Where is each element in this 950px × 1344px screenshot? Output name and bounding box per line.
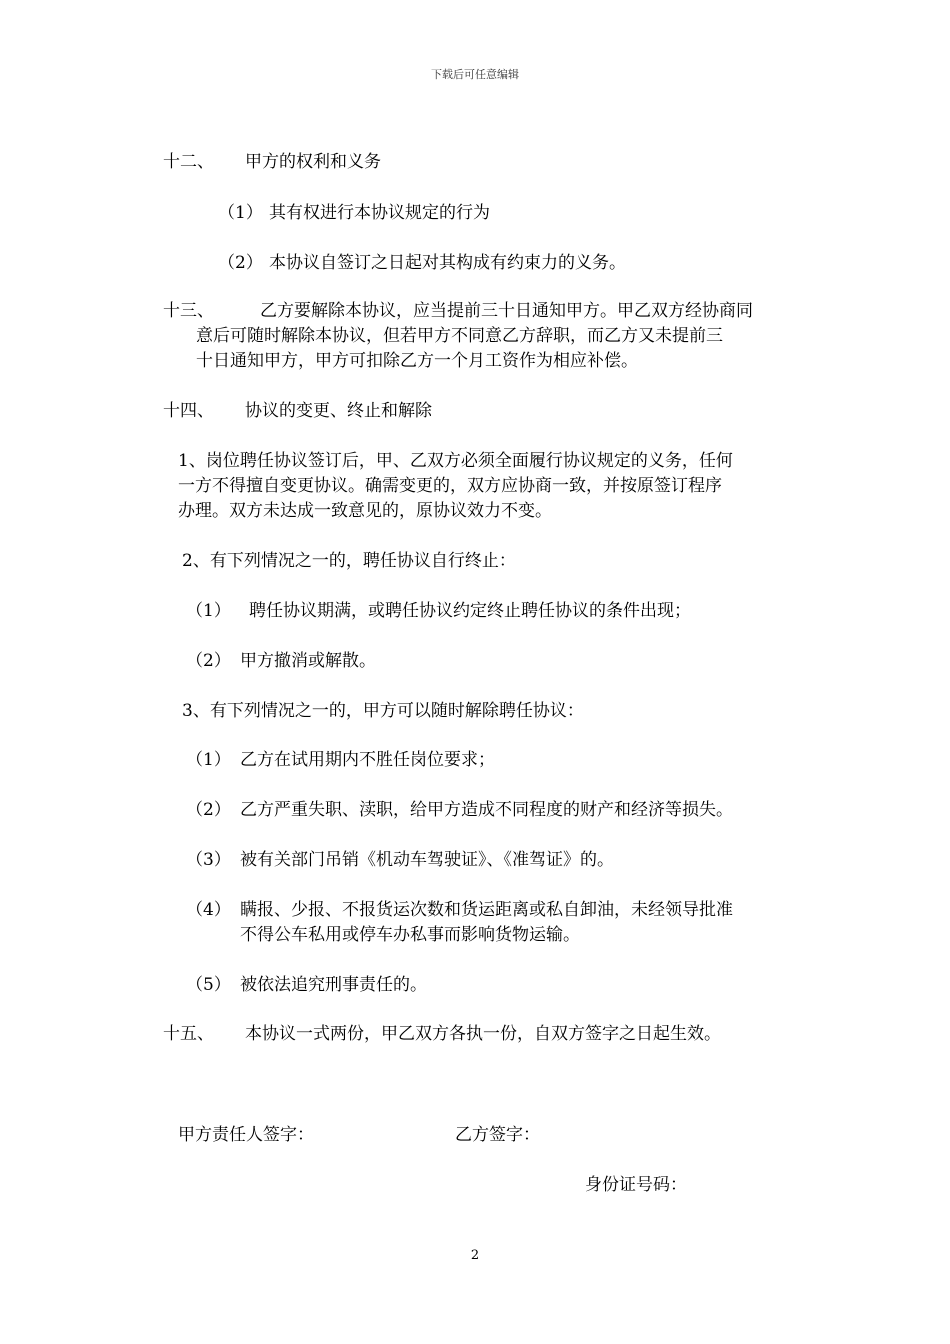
party-b-signature-label: 乙方签字： — [455, 1125, 540, 1145]
item-text: 聘任协议期满，或聘任协议约定终止聘任协议的条件出现； — [249, 601, 691, 621]
item-number: （2） — [186, 651, 231, 671]
item-text: 乙方严重失职、渎职，给甲方造成不同程度的财产和经济等损失。 — [240, 800, 733, 820]
section-number: 十五、 — [163, 1024, 214, 1044]
item-text: 瞒报、少报、不报货运次数和货运距离或私自卸油，未经领导批准 — [240, 900, 733, 920]
item-number: （1） — [186, 750, 231, 770]
item-number: （4） — [186, 900, 231, 920]
item-number: （3） — [186, 850, 231, 870]
item-text: 被依法追究刑事责任的。 — [240, 975, 427, 995]
item-text: 其有权进行本协议规定的行为 — [269, 203, 490, 223]
section-number: 十二、 — [163, 152, 214, 172]
item-text: 本协议自签订之日起对其构成有约束力的义务。 — [269, 253, 626, 273]
paragraph-line: 1、岗位聘任协议签订后，甲、乙双方必须全面履行协议规定的义务，任何 — [178, 451, 733, 471]
item-number: （2） — [186, 800, 231, 820]
item-text: 被有关部门吊销《机动车驾驶证》、《准驾证》的。 — [240, 850, 614, 870]
item-number: （1） — [186, 601, 231, 621]
item-text: 不得公车私用或停车办私事而影响货物运输。 — [240, 925, 580, 945]
item-number: （1） — [218, 203, 263, 223]
paragraph-line: 办理。双方未达成一致意见的，原协议效力不变。 — [178, 501, 552, 521]
item-text: 乙方在试用期内不胜任岗位要求； — [240, 750, 495, 770]
clause-title: 3、有下列情况之一的，甲方可以随时解除聘任协议： — [182, 701, 584, 721]
section-number: 十三、 — [163, 301, 214, 321]
paragraph-line: 本协议一式两份，甲乙双方各执一份，自双方签字之日起生效。 — [245, 1024, 721, 1044]
item-number: （5） — [186, 975, 231, 995]
section-title: 甲方的权利和义务 — [245, 152, 381, 172]
paragraph-line: 乙方要解除本协议，应当提前三十日通知甲方。甲乙双方经协商同 — [260, 301, 753, 321]
paragraph-line: 一方不得擅自变更协议。确需变更的，双方应协商一致，并按原签订程序 — [178, 476, 722, 496]
clause-title: 2、有下列情况之一的，聘任协议自行终止： — [182, 551, 516, 571]
section-number: 十四、 — [163, 401, 214, 421]
paragraph-line: 十日通知甲方，甲方可扣除乙方一个月工资作为相应补偿。 — [196, 351, 638, 371]
page-header: 下载后可任意编辑 — [431, 68, 519, 81]
party-a-signature-label: 甲方责任人签字： — [178, 1125, 314, 1145]
page-number: 2 — [470, 1248, 480, 1263]
paragraph-line: 意后可随时解除本协议，但若甲方不同意乙方辞职，而乙方又未提前三 — [196, 326, 723, 346]
id-number-label: 身份证号码： — [585, 1175, 687, 1195]
section-title: 协议的变更、终止和解除 — [245, 401, 432, 421]
item-number: （2） — [218, 253, 263, 273]
item-text: 甲方撤消或解散。 — [240, 651, 376, 671]
